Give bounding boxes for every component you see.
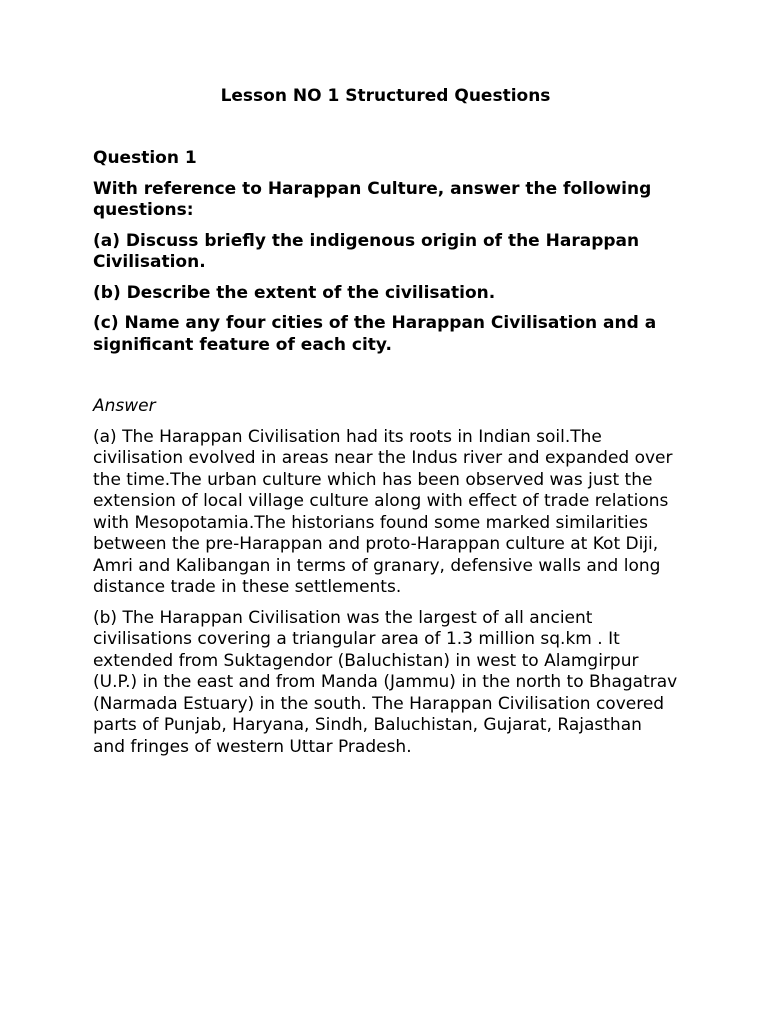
answer-b: (b) The Harappan Civilisation was the largest of all ancient civilisations covering a triangular area of 1.3 million sq.km . It extended from Suktagendor (Baluchistan) in west to Alamgirpur (U.P.) in the east and from Manda (Jammu) in the north to Bhagatrav (Narmada Estuary) in the south. The Harappan Civilisation covered parts of Punjab, Haryana, Sindh, Baluchistan, Gujarat, Rajasthan and fringes of western Uttar Pradesh. bbox=[93, 607, 678, 757]
sub-question-b: (b) Describe the extent of the civilisation. bbox=[93, 282, 496, 303]
question-heading: Question 1 bbox=[93, 148, 197, 168]
document-title: Lesson NO 1 Structured Questions bbox=[220, 86, 551, 106]
answer-a: (a) The Harappan Civilisation had its roots in Indian soil.The civilisation evolved in areas near the Indus river and expanded over the time.The urban culture which has been observed was just the extension of local village culture along with effect of trade relations with Mesopotamia.The historians found some marked similarities between the pre-Harappan and proto-Harappan culture at Kot Diji, Amri and Kalibangan in terms of granary, defensive walls and long distance trade in these settlements. bbox=[93, 426, 673, 597]
sub-question-a: (a) Discuss briefly the indigenous origin of the Harappan Civilisation. bbox=[93, 230, 640, 272]
answer-label: Answer bbox=[93, 396, 156, 416]
document-content bbox=[93, 86, 678, 758]
question-intro: With reference to Harappan Culture, answer the following questions: bbox=[93, 178, 652, 220]
sub-question-c: (c) Name any four cities of the Harappan Civilisation and a significant feature of each city. bbox=[93, 313, 657, 355]
